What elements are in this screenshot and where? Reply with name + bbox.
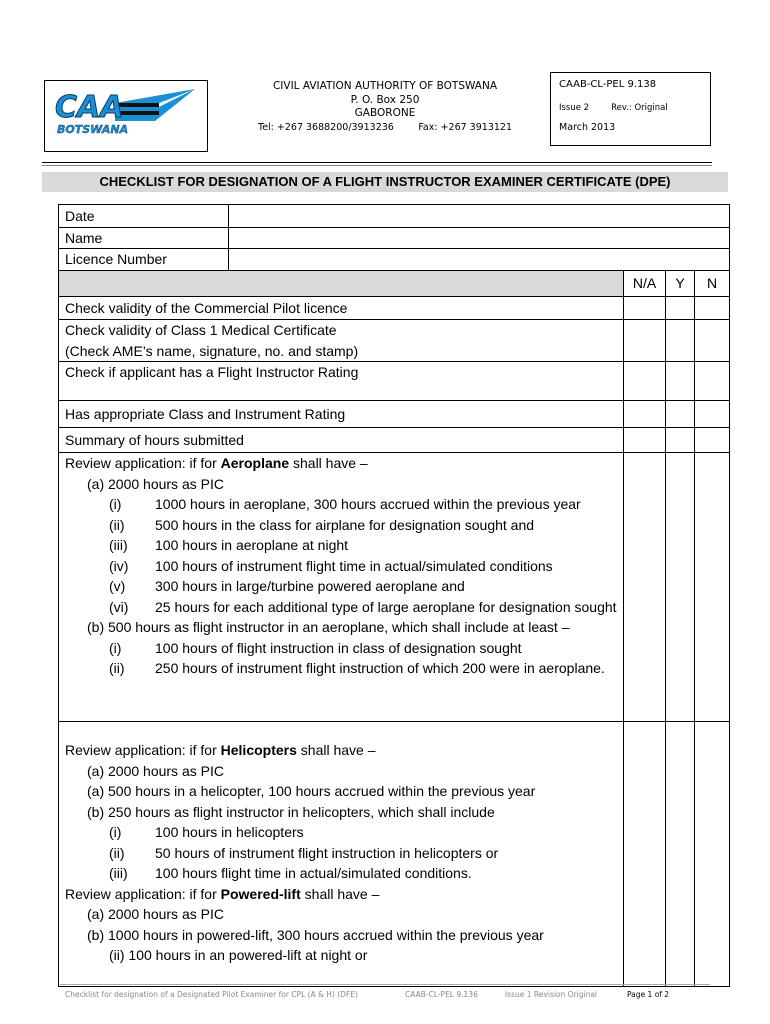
- info-label: Licence Number: [59, 249, 229, 271]
- na-box[interactable]: [624, 428, 666, 453]
- aeroplane-a-item: (v) 300 hours in large/turbine powered aeroplane and: [109, 578, 465, 594]
- na-box[interactable]: [624, 362, 666, 401]
- issue: Issue 2: [559, 103, 590, 113]
- yes-box[interactable]: [666, 320, 695, 362]
- check-instructor-rating: Check if applicant has a Flight Instructor Rating: [59, 362, 624, 401]
- yes-box[interactable]: [666, 453, 695, 722]
- header-divider-thin: [42, 165, 712, 166]
- no-box[interactable]: [695, 722, 730, 987]
- yes-box[interactable]: [666, 401, 695, 428]
- doc-code: CAAB-CL-PEL 9.138: [559, 79, 657, 90]
- no-box[interactable]: [695, 428, 730, 453]
- info-row-licence: [59, 249, 730, 271]
- fax: Fax: +267 3913121: [418, 121, 512, 133]
- aeroplane-a-item: (iii) 100 hours in aeroplane at night: [109, 537, 349, 553]
- helicopter-b-item: (i) 100 hours in helicopters: [109, 824, 304, 840]
- checklist-table: [58, 204, 730, 987]
- aeroplane-a-item: (iv) 100 hours of instrument flight time in actual/simulated conditions: [109, 557, 553, 574]
- check-text: (Check AME’s name, signature, no. and stamp): [65, 342, 359, 359]
- check-row: [59, 320, 730, 362]
- no-box[interactable]: [695, 362, 730, 401]
- check-row: [59, 297, 730, 320]
- info-label: Name: [59, 228, 229, 249]
- page-number: Page 1 of 2: [627, 990, 670, 999]
- na-box[interactable]: [624, 722, 666, 987]
- col-na: N/A: [624, 271, 666, 297]
- contact-line: [232, 121, 538, 135]
- aeroplane-b-item: (ii) 250 hours of instrument flight instruction of which 200 were in aeroplane.: [109, 660, 605, 676]
- check-commercial-licence: Check validity of the Commercial Pilot licence: [59, 297, 624, 320]
- footer-divider: [60, 984, 710, 985]
- aeroplane-a: (a) 2000 hours as PIC: [87, 475, 224, 492]
- yes-box[interactable]: [666, 362, 695, 401]
- helicopter-requirements: [59, 722, 624, 987]
- name-field[interactable]: [228, 228, 729, 249]
- no-box[interactable]: [695, 401, 730, 428]
- issue-line: [559, 103, 702, 113]
- revision: Rev.: Original: [611, 103, 668, 113]
- document-reference-box: [550, 72, 711, 146]
- na-box[interactable]: [624, 297, 666, 320]
- caa-logo-graphic: [45, 81, 207, 151]
- info-row-date: [59, 205, 730, 228]
- na-box[interactable]: [624, 453, 666, 722]
- yes-box[interactable]: [666, 428, 695, 453]
- yes-box[interactable]: [666, 297, 695, 320]
- licence-number-field[interactable]: [228, 249, 729, 271]
- no-box[interactable]: [695, 320, 730, 362]
- doc-date: March 2013: [559, 122, 616, 133]
- date-field[interactable]: [228, 205, 729, 228]
- check-row-aeroplane: [59, 453, 730, 722]
- col-y: Y: [666, 271, 695, 297]
- info-row-name: [59, 228, 730, 249]
- aeroplane-a-item: (vi) 25 hours for each additional type of large aeroplane for designation sought: [109, 598, 617, 615]
- aeroplane-b: (b) 500 hours as flight instructor in an aeroplane, which shall include at least –: [87, 619, 570, 635]
- page-title: CHECKLIST FOR DESIGNATION OF A FLIGHT INSTRUCTOR EXAMINER CERTIFICATE (DPE): [42, 172, 728, 192]
- logo-subtext: BOTSWANA: [57, 123, 129, 136]
- aeroplane-a-item: (i) 1000 hours in aeroplane, 300 hours accrued within the previous year: [109, 496, 581, 512]
- helicopter-a2: (a) 500 hours in a helicopter, 100 hours accrued within the previous year: [87, 783, 536, 799]
- footer-code: CAAB-CL-PEL 9.136: [405, 990, 478, 999]
- org-name: CIVIL AVIATION AUTHORITY OF BOTSWANA: [272, 80, 498, 92]
- aeroplane-a-item: (ii) 500 hours in the class for airplane for designation sought and: [109, 516, 535, 533]
- aeroplane-intro: Review application: if for Aeroplane shall have –: [65, 455, 368, 471]
- check-row-helicopter: [59, 722, 730, 987]
- na-box[interactable]: [624, 320, 666, 362]
- tel: Tel: +267 3688200/3913236: [258, 121, 394, 133]
- info-label: Date: [59, 205, 229, 228]
- check-text: Check validity of Class 1 Medical Certificate: [65, 322, 337, 338]
- helicopter-b-item: (iii) 100 hours flight time in actual/simulated conditions.: [109, 865, 472, 881]
- page-footer: [65, 990, 705, 999]
- no-box[interactable]: [695, 297, 730, 320]
- poweredlift-b: (b) 1000 hours in powered-lift, 300 hours accrued within the previous year: [87, 926, 544, 943]
- aeroplane-b-item: (i) 100 hours of flight instruction in class of designation sought: [109, 639, 522, 656]
- aeroplane-requirements: [59, 453, 624, 722]
- check-hours-summary: Summary of hours submitted: [59, 428, 624, 453]
- no-box[interactable]: [695, 453, 730, 722]
- col-n: N: [695, 271, 730, 297]
- column-header-row: [59, 271, 730, 297]
- check-class-rating: Has appropriate Class and Instrument Rating: [59, 401, 624, 428]
- helicopter-intro: Review application: if for Helicopters shall have –: [65, 742, 376, 758]
- check-medical: [59, 320, 624, 362]
- organisation-block: [232, 80, 538, 134]
- poweredlift-intro: Review application: if for Powered-lift shall have –: [65, 885, 380, 902]
- helicopter-b: (b) 250 hours as flight instructor in helicopters, which shall include: [87, 803, 495, 820]
- check-row: [59, 401, 730, 428]
- check-row: [59, 428, 730, 453]
- helicopter-b-item: (ii) 50 hours of instrument flight instruction in helicopters or: [109, 844, 499, 861]
- helicopter-a: (a) 2000 hours as PIC: [87, 762, 224, 779]
- header-spacer: [59, 271, 624, 297]
- na-box[interactable]: [624, 401, 666, 428]
- city: GABORONE: [354, 107, 416, 119]
- footer-doc-title: Checklist for designation of a Designated Pilot Examiner for CPL (A & H) (DFE): [65, 990, 358, 999]
- check-row: [59, 362, 730, 401]
- poweredlift-a: (a) 2000 hours as PIC: [87, 906, 224, 922]
- po-box: P. O. Box 250: [350, 93, 420, 106]
- footer-revision: Issue 1 Revision Original: [505, 990, 598, 999]
- yes-box[interactable]: [666, 722, 695, 987]
- header-divider: [42, 162, 712, 163]
- logo-text: CAA: [55, 90, 124, 125]
- poweredlift-c: (ii) 100 hours in an powered-lift at night or: [109, 947, 368, 963]
- caa-logo: [44, 80, 208, 152]
